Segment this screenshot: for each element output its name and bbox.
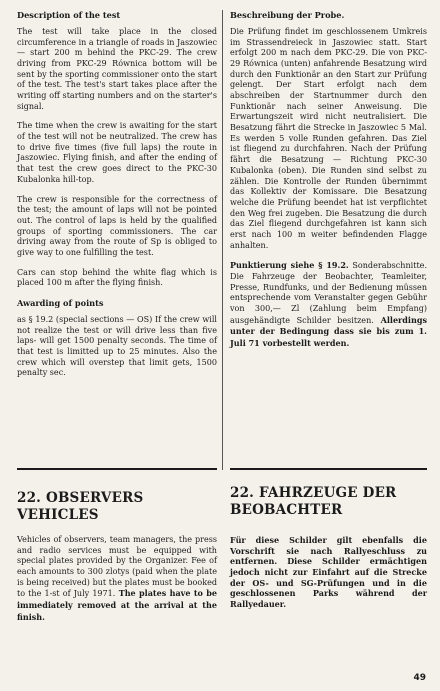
punktierung-text: Sonderabschnitte. Die Fahrzeuge der Beobachter, Teamleiter, Presse, Rundfunks, und der Bedienung müssen entsprechende vom Veranstalter gegen Gebühr von 300,— Zl (Zahlung beim Empfang) ausgehändigte Schilder besitzen. [230, 261, 428, 325]
beschreibung-paragraph: Die Prüfung findet im geschlossenem Umkreis im Strassendreieck in Jaszowiec statt. Start erfolgt 200 m nach dem PKC-29. Die von PKC-29 Równica (unten) anfahrende Besatzung wird durch den Funktionär an den Start zur Prüfung gelengt. Der Start erfolgt nach dem abschreiben der Startnummer durch den Funktionär nach seiner Anweisung. Die Erwartungszeit wird nicht neutralisiert. Die Besatzung fährt die Strecke in Jaszowiec 5 Mal. Es werden 5 volle Runden gefahren. Das Ziel ist fliegend zu durchfahren. Nach der Prüfung fährt die Besatzung — Richtung PKC-30 Kubalonka (oben). Die Runden sind selbst zu zählen. Die Kontrolle der Runden übernimmt das Kollektiv der Komissare. Die Besatzung welche die Prüfung beendet hat ist verpflichtet den Weg frei zugeben. Die Besatzung die durch das Ziel fliegend durchgefahren ist kann sich erst nach 100 m weiter befindenden Flagge anhalten. [230, 26, 427, 250]
punktierung-bold-lead: Punktierung siehe § 19.2. [230, 260, 349, 271]
left-column-english [17, 8, 217, 388]
left-section-rule [17, 468, 217, 470]
fahrzeuge-beobachter-body: Für diese Schilder gilt ebenfalls die Vorschrift sie nach Rallyeschluss zu entfernen. Diese Schilder ermächtigen jedoch nicht zur Einfahrt auf die Strecke der OS- und SG-Prüfungen und in die geschlossenen Parks während der Rallyedauer. [230, 535, 427, 610]
awarding-points-paragraph: as § 19.2 (special sections — OS) If the crew will not realize the test or will drive less than five laps- will get 1500 penalty seconds. The time of that test is limitted up to 25 minutes. Also the crew which will overstep that limit gets, 1500 penalty sec. [17, 314, 217, 378]
observers-vehicles-title: 22. OBSERVERS VEHICLES [17, 490, 144, 523]
test-description-paragraph-2: The time when the crew is awaiting for the start of the test will not be neutralized. The crew has to drive five times (five full laps) the route in Jaszowiec. Flying finish, and after the ending of that test the crew goes direct to the PKC-30 Kubalonka hill-top. [17, 121, 217, 184]
right-section-rule [230, 468, 427, 470]
right-column-german [230, 8, 427, 359]
fahrzeuge-beobachter-title: 22. FAHRZEUGE DER BEOBACHTER [230, 485, 397, 518]
awarding-points-heading: Awarding of points [17, 298, 104, 309]
observers-vehicles-bold-text: The plates have to be immediately removed at the arrival at the finish. [17, 588, 217, 622]
test-description-paragraph-3: The crew is responsible for the correctness of the test; the amount of laps will not be pointed out. The control of laps is held by the qualified groups of sporting commissioners. The car driving away from the route of Sp is obliged to give way to one fulfilling the test. [17, 194, 217, 257]
beschreibung-heading: Beschreibung der Probe. [230, 10, 345, 20]
observers-vehicles-body [17, 535, 217, 624]
column-divider [222, 10, 223, 470]
test-description-heading: Description of the test [17, 10, 121, 20]
punktierung-bold-tail: Allerdings unter der Bedingung dass sie bis zum 1. Juli 71 vorbestellt werden. [230, 314, 427, 349]
observers-vehicles-text: Vehicles of observers, team managers, the press and radio services must be equipped with special plates provided by the Organizer. Fee of each amounts to 300 zlotys (paid when the plate is being received) but the plates must be booked to the 1-st of July 1971. [17, 535, 217, 599]
test-description-paragraph-4: Cars can stop behind the white flag which is placed 100 m after the flying finish. [17, 267, 217, 288]
punktierung-paragraph [230, 260, 427, 350]
page-number: 49 [413, 673, 426, 683]
test-description-paragraph-1: The test will take place in the closed circumference in a triangle of roads in Jaszowiec — start 200 m behind the PKC-29. The crew driving from PKC-29 Równica bottom will be sent by the sporting commissioner onto the start of the test. The test's start takes place after the writing off starting numbers and on the starter's signal. [17, 26, 217, 111]
